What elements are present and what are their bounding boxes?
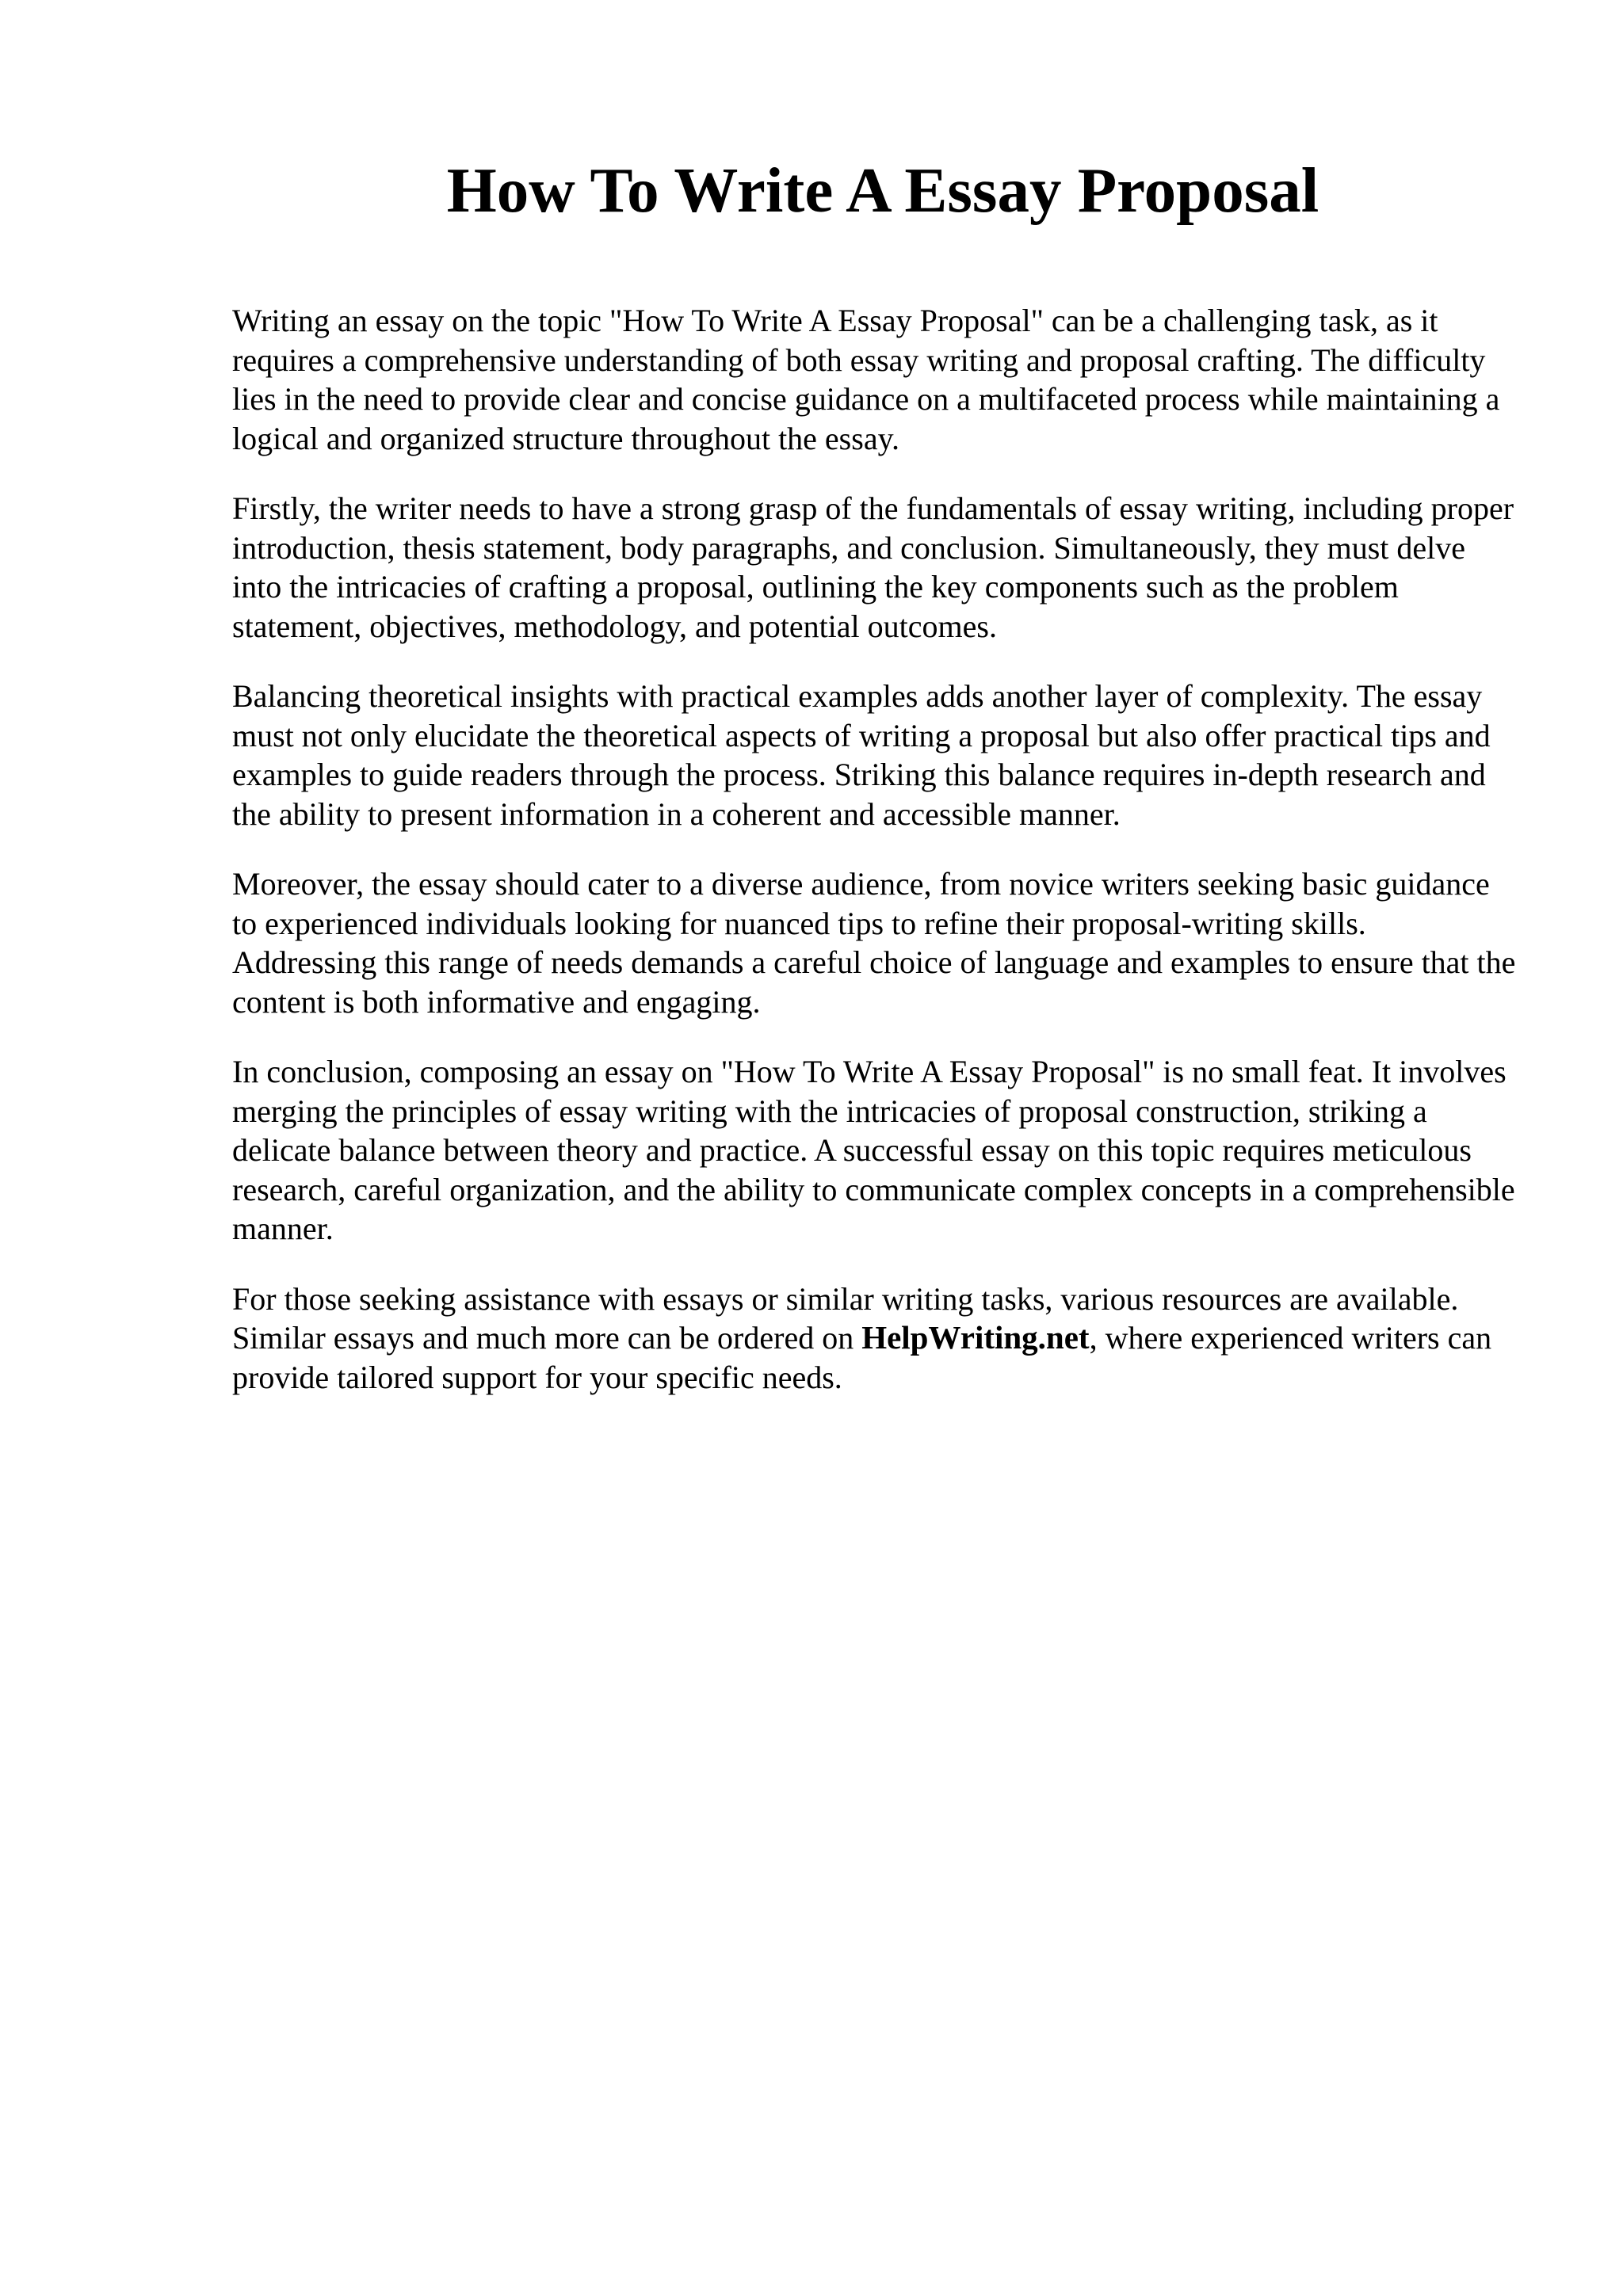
brand-name: HelpWriting.net xyxy=(861,1319,1090,1356)
paragraph-conclusion: In conclusion, composing an essay on "How To Write A Essay Proposal" is no small feat. It involves merging the principles of essay writing with the intricacies of proposal construction, striking a delicate balance between theory and practice. A successful essay on this topic requires meticulous research, careful organization, and the ability to communicate complex concepts in a comprehensible manner. xyxy=(232,1054,1515,1246)
paragraph-intro: Writing an essay on the topic "How To Write A Essay Proposal" can be a challenging task, as it requires a comprehensive understanding of both essay writing and proposal crafting. The difficulty lies in the need to provide clear and concise guidance on a multifaceted process while maintaining a logical and organized structure throughout the essay. xyxy=(232,303,1500,456)
closing-text-before: For those seeking assistance with essays or similar writing tasks, various resources are available. Similar essays and much more can be ordered on xyxy=(232,1280,1459,1356)
paragraph-balance: Balancing theoretical insights with practical examples adds another layer of complexity. The essay must not only elucidate the theoretical aspects of writing a proposal but also offer practical tips and examples to guide readers through the process. Striking this balance requires in-depth research and the ability to present information in a coherent and accessible manner. xyxy=(232,678,1491,832)
document-body xyxy=(232,301,1516,1428)
closing-text-after: , where experienced writers can provide tailored support for your specific needs. xyxy=(232,1320,1492,1395)
paragraph-fundamentals: Firstly, the writer needs to have a strong grasp of the fundamentals of essay writing, including proper introduction, thesis statement, body paragraphs, and conclusion. Simultaneously, they must delve into the intricacies of crafting a proposal, outlining the key components such as the problem statement, objectives, methodology, and potential outcomes. xyxy=(232,490,1514,644)
page-title: How To Write A Essay Proposal xyxy=(446,154,1319,226)
paragraph-closing xyxy=(232,1280,1516,1398)
paragraph-audience: Moreover, the essay should cater to a diverse audience, from novice writers seeking basic guidance to experienced individuals looking for nuanced tips to refine their proposal-writing skills. Addressing this range of needs demands a careful choice of language and examples to ensure that the content is both informative and engaging. xyxy=(232,866,1516,1020)
